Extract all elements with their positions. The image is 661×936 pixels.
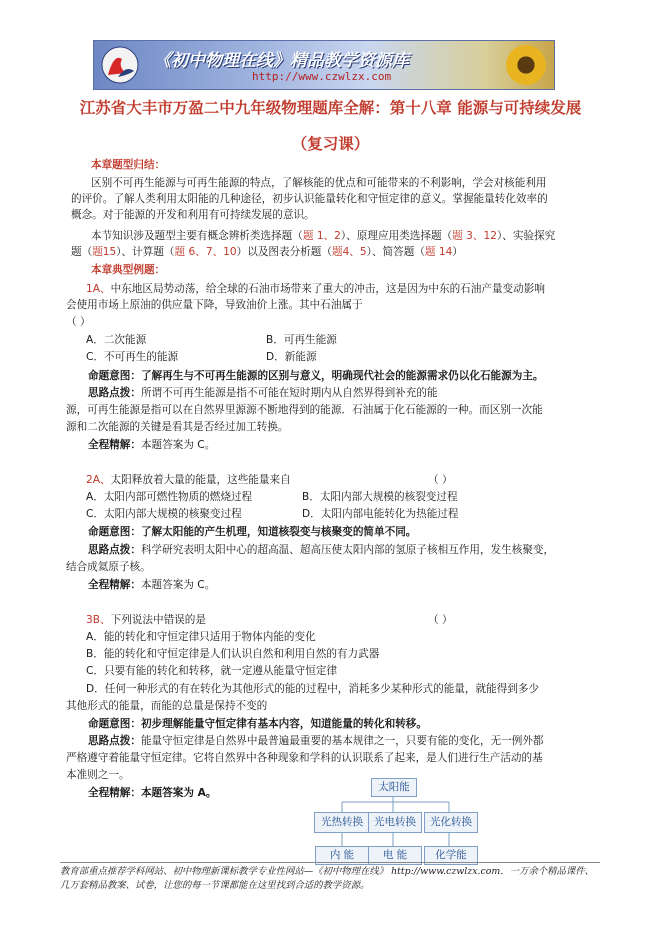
diagram-node-photoelectric: 光电转换 (368, 812, 422, 833)
banner-url[interactable]: http://www.czwlzx.com (252, 70, 392, 83)
q1-option-a: A．二次能源 (86, 334, 147, 346)
q2-paren: （ ） (428, 474, 453, 486)
intro-line-3: 概念。对于能源的开发和利用有可持续发展的意识。 (71, 209, 315, 221)
q2-option-b: B．太阳内部大规模的核裂变过程 (302, 491, 458, 503)
intro-line-2: 的评价。了解人类利用太阳能的几种途径，初步认识能量转化和守恒定律的意义。掌握能量转化效率的 (71, 193, 548, 205)
q1-hint-line-3: 源和二次能源的关键是看其是否经过加工转换。 (66, 421, 289, 433)
footer-line-2: 几万套精品教案、试卷，让您的每一节课都能在这里找到合适的教学资源。 (60, 880, 370, 891)
q3-option-d-line-2: 其他形式的能量，而能的总量是保持不变的 (66, 700, 268, 712)
q3-hint-line-2: 严格遵守着能量守恒定律。它将自然界中各种现象和学科的认识联系了起来，是人们进行生产活动的基 (66, 752, 543, 764)
site-logo-icon (100, 45, 140, 85)
q1-stem-line-2: 会使用市场上原油的供应量下降，导致油价上涨。其中石油属于 (66, 299, 363, 311)
sunflower-icon (506, 45, 546, 85)
q3-stem: 3B、下列说法中错误的是 (86, 614, 206, 626)
q3-option-b: B．能的转化和守恒定律是人们认识自然和利用自然的有力武器 (86, 648, 380, 660)
diagram-node-photochemical: 光化转换 (424, 812, 478, 833)
page-title: 江苏省大丰市万盈二中九年级物理题库全解：第十八章 能源与可持续发展 (79, 98, 582, 117)
header-banner (93, 40, 555, 90)
q3-paren: （ ） (428, 614, 453, 626)
q3-option-d-line-1: D．任何一种形式的有在转化为其他形式的能的过程中，消耗多少某种形式的能量，就能得到多少 (86, 683, 540, 695)
q2-answer: 全程精解：本题答案为 C。 (88, 579, 216, 591)
q2-intent: 命题意图：了解太阳能的产生机理，知道核裂变与核聚变的简单不同。 (88, 526, 417, 538)
q2-stem: 2A、太阳释放着大量的能量，这些能量来自 (86, 474, 291, 486)
q3-hint-line-3: 本准则之一。 (66, 769, 130, 781)
diagram-node-chemical-energy: 化学能 (424, 846, 478, 865)
q2-option-d: D．太阳内部电能转化为热能过程 (302, 508, 459, 520)
footer-line-1: 教育部重点推荐学科网站、初中物理新课标教学专业性网站—《初中物理在线》 http://www.czwlzx.com．一万余个精品课件、 (60, 866, 595, 877)
q3-intent: 命题意图：初步理解能量守恒定律有基本内容，知道能量的转化和转移。 (88, 718, 427, 730)
q2-hint-line-2: 结合成氦原子核。 (66, 561, 151, 573)
intro-typology-line-1: 本节知识涉及题型主要有概念辨析类选择题（题 1、2）、原理应用类选择题（题 3、12）、实验探究 (91, 230, 556, 242)
q3-option-a: A．能的转化和守恒定律只适用于物体内能的变化 (86, 631, 316, 643)
q2-option-a: A．太阳内部可燃性物质的燃烧过程 (86, 491, 253, 503)
q2-hint-line-1: 思路点拨：科学研究表明太阳中心的超高温、超高压使太阳内部的氢原子核相互作用，发生核聚变， (88, 544, 555, 556)
diagram-node-electric-energy: 电 能 (368, 846, 422, 865)
q2-option-c: C．太阳内部大规模的核聚变过程 (86, 508, 242, 520)
q1-hint-line-1: 思路点拨：所谓不可再生能源是指不可能在短时期内从自然界得到补充的能 (88, 387, 438, 399)
q1-hint-line-2: 源，可再生能源是指可以在自然界里源源不断地得到的能源．石油属于化石能源的一种。而区别一次能 (66, 404, 543, 416)
section-heading-examples: 本章典型例题： (91, 264, 166, 276)
q1-option-d: D．新能源 (266, 351, 317, 363)
diagram-node-thermal: 光热转换 (314, 812, 370, 833)
q1-stem-line-1: 1A、中东地区局势动荡，给全球的石油市场带来了重大的冲击，这是因为中东的石油产量变动影响 (86, 283, 545, 295)
banner-title: 《初中物理在线》精品教学资源库 (154, 51, 409, 71)
q1-intent: 命题意图：了解再生与不可再生能源的区别与意义，明确现代社会的能源需求仍以化石能源为主。 (88, 370, 544, 382)
q1-paren: （ ） (66, 316, 91, 328)
diagram-node-internal-energy: 内 能 (315, 846, 369, 865)
q3-option-c: C．只要有能的转化和转移，就一定遵从能量守恒定律 (86, 665, 338, 677)
page-footer (60, 862, 600, 893)
q1-answer: 全程精解：本题答案为 C。 (88, 439, 216, 451)
q1-option-b: B．可再生能源 (266, 334, 337, 346)
q1-option-c: C．不可再生的能源 (86, 351, 179, 363)
diagram-node-solar: 太阳能 (371, 778, 417, 797)
q3-hint-line-1: 思路点拨：能量守恒定律是自然界中最普遍最重要的基本规律之一，只要有能的变化，无一例外都 (88, 735, 544, 747)
section-heading-summary: 本章题型归结： (91, 159, 166, 171)
q3-answer: 全程精解：本题答案为 A。 (88, 787, 217, 799)
page-subtitle: （复习课） (291, 134, 370, 153)
intro-typology-line-2: 题（题15）、计算题（题 6、7、10）以及图表分析题（题4、5）、简答题（题 14） (71, 246, 463, 258)
intro-line-1: 区别不可再生能源与可再生能源的特点，了解核能的优点和可能带来的不利影响，学会对核能利用 (91, 177, 547, 189)
